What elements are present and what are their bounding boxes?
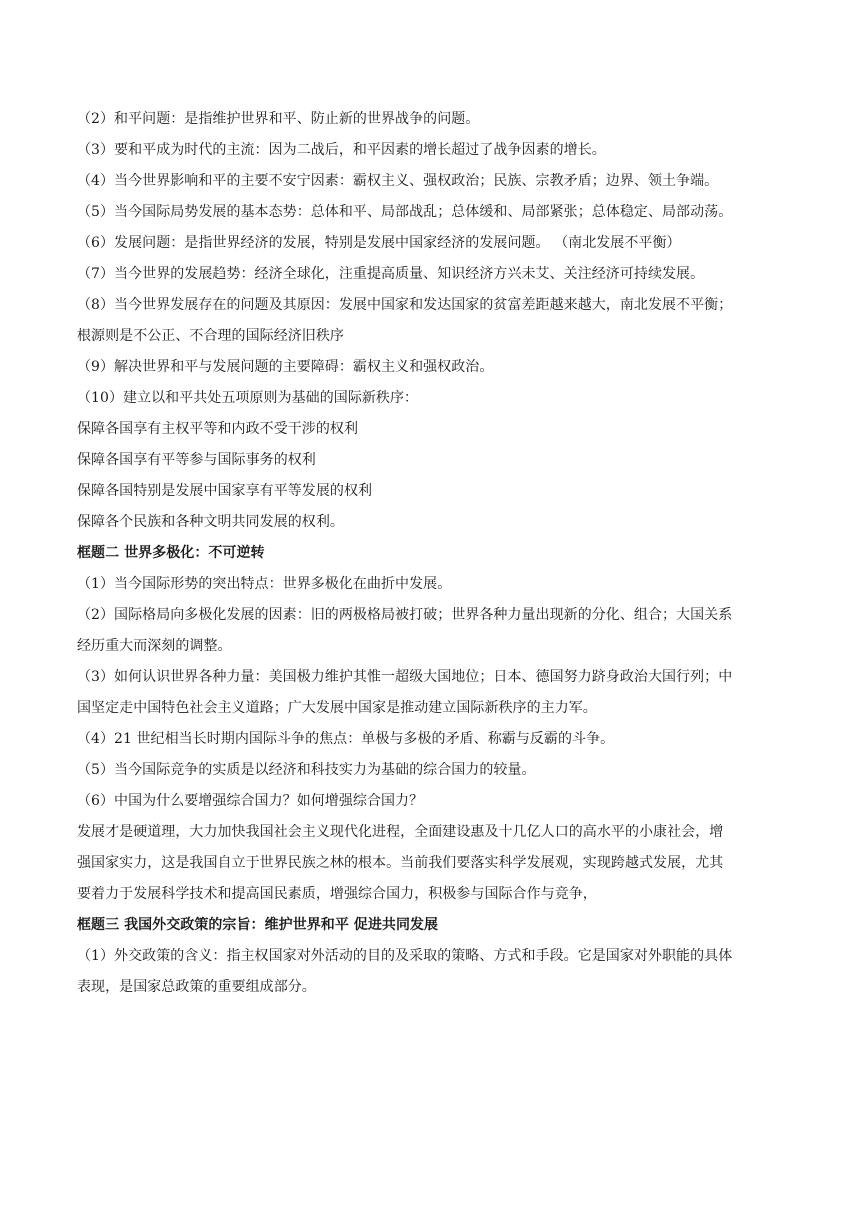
text-line: 要着力于发展科学技术和提高国民素质，增强综合国力，积极参与国际合作与竞争，: [77, 886, 597, 902]
section-heading: 框题二 世界多极化：不可逆转: [77, 545, 265, 561]
text-line: （1）外交政策的含义：指主权国家对外活动的目的及采取的策略、方式和手段。它是国家对外职能的具体: [77, 948, 733, 964]
text-line: （2）和平问题：是指维护世界和平、防止新的世界战争的问题。: [77, 111, 480, 127]
text-line: （6）中国为什么要增强综合国力？如何增强综合国力？: [77, 793, 424, 809]
text-line: （4）当今世界影响和平的主要不安宁因素：霸权主义、强权政治；民族、宗教矛盾；边界、领土争端。: [77, 173, 719, 189]
document-body: [77, 104, 787, 1003]
text-line: （3）要和平成为时代的主流：因为二战后，和平因素的增长超过了战争因素的增长。: [77, 142, 606, 158]
text-line: 国坚定走中国特色社会主义道路；广大发展中国家是推动建立国际新秩序的主力军。: [77, 700, 597, 716]
text-line: 发展才是硬道理，大力加快我国社会主义现代化进程，全面建设惠及十几亿人口的高水平的小康社会，增: [77, 824, 724, 840]
text-line: 强国家实力，这是我国自立于世界民族之林的根本。当前我们要落实科学发展观，实现跨越式发展，尤其: [77, 855, 724, 871]
text-line: （7）当今世界的发展趋势：经济全球化，注重提高质量、知识经济方兴未艾、关注经济可持续发展。: [77, 266, 705, 282]
text-line: （9）解决世界和平与发展问题的主要障碍：霸权主义和强权政治。: [77, 359, 494, 375]
text-line: 根源则是不公正、不合理的国际经济旧秩序: [77, 328, 344, 344]
text-line: 表现，是国家总政策的重要组成部分。: [77, 979, 316, 995]
text-line: 保障各国特别是发展中国家享有平等发展的权利: [77, 483, 373, 499]
text-line: （1）当今国际形势的突出特点：世界多极化在曲折中发展。: [77, 576, 452, 592]
text-line: （6）发展问题：是指世界经济的发展，特别是发展中国家经济的发展问题。 （南北发展不平衡）: [77, 235, 681, 251]
section-heading: 框题三 我国外交政策的宗旨：维护世界和平 促进共同发展: [77, 917, 439, 933]
text-line: （5）当今国际竞争的实质是以经济和科技实力为基础的综合国力的较量。: [77, 762, 536, 778]
text-line: （5）当今国际局势发展的基本态势：总体和平、局部战乱；总体缓和、局部紧张；总体稳定、局部动荡。: [77, 204, 733, 220]
text-line: 保障各国享有平等参与国际事务的权利: [77, 452, 316, 468]
text-line: （3）如何认识世界各种力量：美国极力维护其惟一超级大国地位；日本、德国努力跻身政治大国行列；中: [77, 669, 733, 685]
text-line: （8）当今世界发展存在的问题及其原因：发展中国家和发达国家的贫富差距越来越大，南北发展不平衡；: [77, 297, 733, 313]
text-line: （2）国际格局向多极化发展的因素：旧的两极格局被打破；世界各种力量出现新的分化、组合；大国关系: [77, 607, 733, 623]
text-line: 经历重大而深刻的调整。: [77, 638, 232, 654]
text-line: （10）建立以和平共处五项原则为基础的国际新秩序：: [77, 390, 419, 406]
text-line: 保障各国享有主权平等和内政不受干涉的权利: [77, 421, 358, 437]
text-line: 保障各个民族和各种文明共同发展的权利。: [77, 514, 344, 530]
text-line: （4）21 世纪相当长时期内国际斗争的焦点：单极与多极的矛盾、称霸与反霸的斗争。: [77, 731, 615, 747]
